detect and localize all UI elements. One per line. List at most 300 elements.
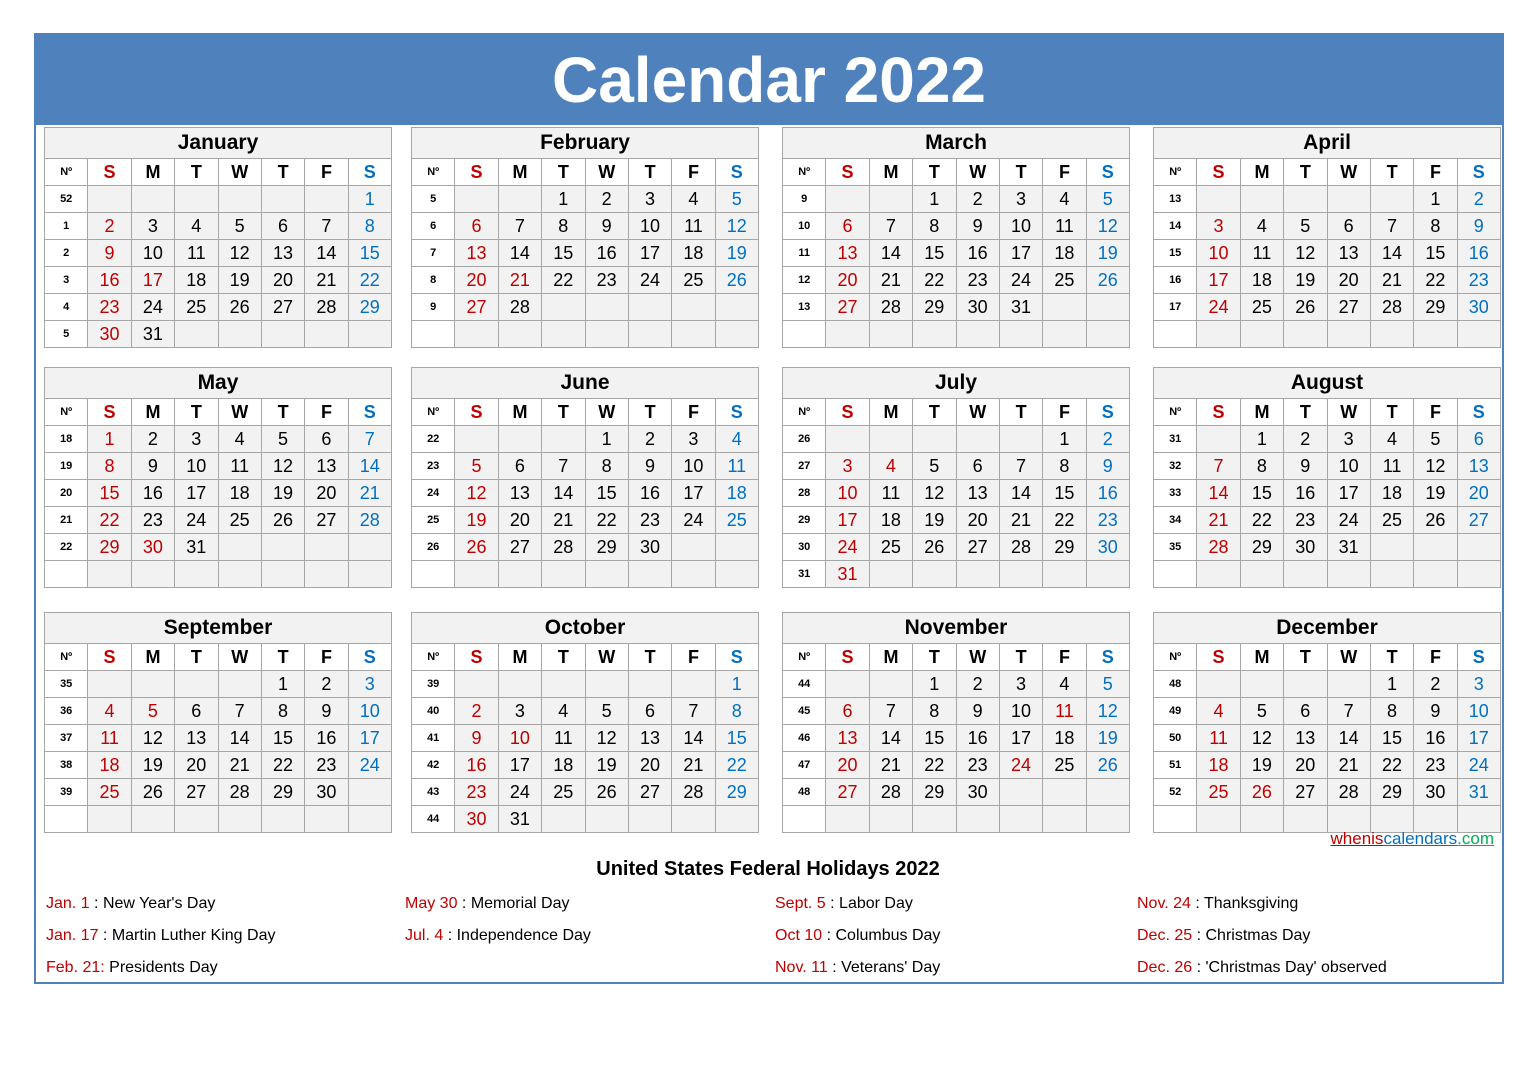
day-cell bbox=[348, 534, 391, 561]
week-row bbox=[1154, 267, 1501, 294]
weekday-header: M bbox=[869, 159, 912, 186]
weekday-header: T bbox=[1284, 399, 1327, 426]
brand-link[interactable] bbox=[1331, 829, 1494, 849]
day-cell bbox=[1197, 671, 1240, 698]
weekday-header: W bbox=[956, 159, 999, 186]
holiday-separator: : bbox=[1190, 895, 1204, 912]
week-number: 44 bbox=[783, 671, 826, 698]
weekday-header: F bbox=[672, 644, 715, 671]
day-cell bbox=[628, 294, 671, 321]
week-row bbox=[783, 534, 1130, 561]
holiday-item bbox=[1137, 959, 1387, 977]
day-cell: 23 bbox=[455, 779, 498, 806]
day-cell: 12 bbox=[913, 480, 956, 507]
day-cell: 23 bbox=[628, 507, 671, 534]
calendar-header bbox=[36, 35, 1502, 125]
day-cell: 11 bbox=[715, 453, 758, 480]
week-number: 28 bbox=[783, 480, 826, 507]
day-cell: 26 bbox=[218, 294, 261, 321]
day-cell: 17 bbox=[1457, 725, 1500, 752]
week-number: 23 bbox=[412, 453, 455, 480]
week-row bbox=[412, 426, 759, 453]
week-number: 30 bbox=[783, 534, 826, 561]
day-cell bbox=[305, 534, 348, 561]
holiday-name: 'Christmas Day' observed bbox=[1205, 959, 1387, 976]
day-cell bbox=[348, 806, 391, 833]
day-cell: 24 bbox=[1457, 752, 1500, 779]
week-row bbox=[1154, 240, 1501, 267]
day-cell: 8 bbox=[715, 698, 758, 725]
day-cell: 25 bbox=[1240, 294, 1283, 321]
week-number: 39 bbox=[412, 671, 455, 698]
day-cell bbox=[1327, 671, 1370, 698]
day-cell bbox=[585, 561, 628, 588]
week-row bbox=[412, 534, 759, 561]
day-cell: 30 bbox=[88, 321, 131, 348]
holiday-name: Memorial Day bbox=[470, 895, 570, 912]
day-cell: 8 bbox=[348, 213, 391, 240]
week-number-header: Nº bbox=[45, 644, 88, 671]
day-cell: 21 bbox=[1327, 752, 1370, 779]
day-cell: 17 bbox=[999, 240, 1042, 267]
holiday-date: Dec. 25 bbox=[1137, 927, 1193, 944]
weekday-header: W bbox=[585, 159, 628, 186]
month-name-row bbox=[45, 368, 392, 399]
day-cell: 11 bbox=[88, 725, 131, 752]
day-cell: 10 bbox=[348, 698, 391, 725]
day-cell: 19 bbox=[455, 507, 498, 534]
day-cell: 26 bbox=[131, 779, 174, 806]
day-cell: 19 bbox=[218, 267, 261, 294]
week-number bbox=[783, 321, 826, 348]
day-cell: 15 bbox=[542, 240, 585, 267]
day-cell: 25 bbox=[869, 534, 912, 561]
week-number: 29 bbox=[783, 507, 826, 534]
day-cell: 15 bbox=[1414, 240, 1457, 267]
day-cell: 14 bbox=[305, 240, 348, 267]
week-row bbox=[412, 240, 759, 267]
day-cell: 5 bbox=[1086, 186, 1129, 213]
weekday-header: W bbox=[956, 399, 999, 426]
day-cell: 30 bbox=[1284, 534, 1327, 561]
day-cell: 2 bbox=[131, 426, 174, 453]
day-cell: 1 bbox=[913, 671, 956, 698]
week-number: 14 bbox=[1154, 213, 1197, 240]
weekday-header: M bbox=[498, 159, 541, 186]
weekday-header: T bbox=[261, 644, 304, 671]
day-cell bbox=[672, 294, 715, 321]
day-cell bbox=[455, 186, 498, 213]
week-row bbox=[412, 725, 759, 752]
weekday-header: T bbox=[1370, 159, 1413, 186]
week-number: 46 bbox=[783, 725, 826, 752]
day-cell: 21 bbox=[542, 507, 585, 534]
day-cell bbox=[455, 561, 498, 588]
weekday-header-row bbox=[45, 644, 392, 671]
day-cell: 16 bbox=[956, 725, 999, 752]
weekday-header: M bbox=[869, 399, 912, 426]
week-number: 35 bbox=[1154, 534, 1197, 561]
day-cell: 2 bbox=[1284, 426, 1327, 453]
week-number: 43 bbox=[412, 779, 455, 806]
month-january bbox=[44, 127, 392, 343]
month-name-row bbox=[783, 128, 1130, 159]
weekday-header: T bbox=[628, 399, 671, 426]
day-cell: 18 bbox=[1197, 752, 1240, 779]
day-cell: 8 bbox=[1240, 453, 1283, 480]
day-cell: 28 bbox=[1327, 779, 1370, 806]
day-cell: 1 bbox=[542, 186, 585, 213]
day-cell: 17 bbox=[1197, 267, 1240, 294]
day-cell: 15 bbox=[261, 725, 304, 752]
day-cell bbox=[1414, 561, 1457, 588]
day-cell bbox=[542, 321, 585, 348]
day-cell: 10 bbox=[672, 453, 715, 480]
day-cell bbox=[1086, 779, 1129, 806]
day-cell bbox=[999, 426, 1042, 453]
day-cell: 28 bbox=[305, 294, 348, 321]
holiday-item bbox=[46, 927, 275, 945]
day-cell: 14 bbox=[672, 725, 715, 752]
week-number: 5 bbox=[412, 186, 455, 213]
week-number: 9 bbox=[783, 186, 826, 213]
day-cell: 8 bbox=[1414, 213, 1457, 240]
day-cell: 20 bbox=[1284, 752, 1327, 779]
day-cell: 9 bbox=[1457, 213, 1500, 240]
day-cell: 11 bbox=[218, 453, 261, 480]
day-cell: 17 bbox=[131, 267, 174, 294]
day-cell bbox=[1240, 671, 1283, 698]
day-cell: 5 bbox=[455, 453, 498, 480]
day-cell: 20 bbox=[175, 752, 218, 779]
day-cell: 13 bbox=[305, 453, 348, 480]
day-cell bbox=[261, 186, 304, 213]
brand-part-3[interactable]: .com bbox=[1457, 829, 1494, 848]
week-row bbox=[412, 480, 759, 507]
weekday-header: T bbox=[175, 644, 218, 671]
month-name-row bbox=[1154, 128, 1501, 159]
day-cell: 6 bbox=[175, 698, 218, 725]
day-cell: 25 bbox=[218, 507, 261, 534]
day-cell bbox=[1327, 321, 1370, 348]
month-name-row bbox=[783, 368, 1130, 399]
weekday-header: T bbox=[1284, 159, 1327, 186]
week-row bbox=[45, 561, 392, 588]
week-number-header: Nº bbox=[45, 159, 88, 186]
week-number: 22 bbox=[45, 534, 88, 561]
week-number: 34 bbox=[1154, 507, 1197, 534]
day-cell: 6 bbox=[261, 213, 304, 240]
day-cell: 24 bbox=[999, 752, 1042, 779]
day-cell: 27 bbox=[628, 779, 671, 806]
week-row bbox=[412, 213, 759, 240]
day-cell: 18 bbox=[1043, 240, 1086, 267]
day-cell bbox=[999, 806, 1042, 833]
month-name-row bbox=[1154, 368, 1501, 399]
day-cell: 17 bbox=[498, 752, 541, 779]
day-cell: 7 bbox=[498, 213, 541, 240]
day-cell bbox=[1043, 321, 1086, 348]
week-row bbox=[1154, 534, 1501, 561]
day-cell: 14 bbox=[498, 240, 541, 267]
week-row bbox=[783, 752, 1130, 779]
day-cell: 7 bbox=[218, 698, 261, 725]
day-cell: 29 bbox=[913, 294, 956, 321]
day-cell: 15 bbox=[585, 480, 628, 507]
weekday-header-row bbox=[783, 159, 1130, 186]
holiday-date: Jan. 17 bbox=[46, 927, 99, 944]
weekday-header: T bbox=[542, 159, 585, 186]
weekday-header: S bbox=[1197, 644, 1240, 671]
day-cell: 3 bbox=[1327, 426, 1370, 453]
day-cell bbox=[175, 671, 218, 698]
week-number: 4 bbox=[45, 294, 88, 321]
day-cell bbox=[672, 806, 715, 833]
weekday-header-row bbox=[412, 399, 759, 426]
day-cell: 16 bbox=[305, 725, 348, 752]
day-cell: 14 bbox=[218, 725, 261, 752]
day-cell: 9 bbox=[956, 698, 999, 725]
day-cell bbox=[913, 426, 956, 453]
weekday-header: T bbox=[175, 159, 218, 186]
day-cell bbox=[1086, 321, 1129, 348]
holiday-separator: : bbox=[98, 927, 112, 944]
day-cell bbox=[1043, 561, 1086, 588]
week-row bbox=[1154, 321, 1501, 348]
day-cell bbox=[542, 671, 585, 698]
weekday-header: W bbox=[956, 644, 999, 671]
holiday-date: May 30 bbox=[405, 895, 458, 912]
day-cell: 27 bbox=[1284, 779, 1327, 806]
day-cell: 17 bbox=[628, 240, 671, 267]
week-number: 7 bbox=[412, 240, 455, 267]
weekday-header: S bbox=[88, 159, 131, 186]
weekday-header-row bbox=[412, 159, 759, 186]
day-cell: 28 bbox=[1370, 294, 1413, 321]
week-row bbox=[783, 426, 1130, 453]
day-cell: 8 bbox=[1043, 453, 1086, 480]
week-number: 45 bbox=[783, 698, 826, 725]
day-cell bbox=[1197, 561, 1240, 588]
day-cell: 22 bbox=[913, 752, 956, 779]
day-cell: 14 bbox=[348, 453, 391, 480]
day-cell bbox=[218, 806, 261, 833]
month-name: June bbox=[412, 368, 759, 399]
day-cell: 2 bbox=[1457, 186, 1500, 213]
day-cell bbox=[542, 561, 585, 588]
day-cell: 4 bbox=[1370, 426, 1413, 453]
week-number bbox=[412, 321, 455, 348]
week-number: 37 bbox=[45, 725, 88, 752]
day-cell: 13 bbox=[826, 725, 869, 752]
day-cell bbox=[999, 779, 1042, 806]
day-cell bbox=[1197, 186, 1240, 213]
day-cell: 20 bbox=[826, 267, 869, 294]
week-row bbox=[783, 186, 1130, 213]
day-cell: 16 bbox=[956, 240, 999, 267]
day-cell bbox=[869, 671, 912, 698]
week-number: 21 bbox=[45, 507, 88, 534]
weekday-header: S bbox=[826, 159, 869, 186]
day-cell: 27 bbox=[498, 534, 541, 561]
weekday-header: T bbox=[1370, 399, 1413, 426]
weekday-header: S bbox=[348, 159, 391, 186]
day-cell: 3 bbox=[826, 453, 869, 480]
day-cell: 6 bbox=[498, 453, 541, 480]
day-cell: 16 bbox=[88, 267, 131, 294]
month-name: December bbox=[1154, 613, 1501, 644]
weekday-header: M bbox=[131, 399, 174, 426]
week-number: 36 bbox=[45, 698, 88, 725]
week-row bbox=[783, 806, 1130, 833]
day-cell bbox=[869, 186, 912, 213]
day-cell bbox=[261, 321, 304, 348]
day-cell: 29 bbox=[913, 779, 956, 806]
day-cell: 17 bbox=[826, 507, 869, 534]
day-cell: 29 bbox=[1370, 779, 1413, 806]
weekday-header: S bbox=[455, 399, 498, 426]
day-cell: 8 bbox=[913, 213, 956, 240]
day-cell bbox=[715, 534, 758, 561]
holiday-item bbox=[405, 895, 570, 913]
day-cell: 25 bbox=[1370, 507, 1413, 534]
holiday-date: Nov. 24 bbox=[1137, 895, 1191, 912]
weekday-header: S bbox=[455, 644, 498, 671]
day-cell: 6 bbox=[305, 426, 348, 453]
week-number bbox=[1154, 806, 1197, 833]
day-cell: 3 bbox=[1457, 671, 1500, 698]
week-row bbox=[45, 240, 392, 267]
brand-part-2[interactable]: calendars bbox=[1383, 829, 1458, 848]
holidays-title: United States Federal Holidays 2022 bbox=[596, 858, 940, 880]
weekday-header: T bbox=[261, 399, 304, 426]
week-number: 39 bbox=[45, 779, 88, 806]
day-cell: 3 bbox=[498, 698, 541, 725]
day-cell: 23 bbox=[956, 752, 999, 779]
week-row bbox=[783, 213, 1130, 240]
weekday-header: F bbox=[305, 399, 348, 426]
day-cell bbox=[261, 534, 304, 561]
week-number: 33 bbox=[1154, 480, 1197, 507]
weekday-header-row bbox=[1154, 644, 1501, 671]
week-row bbox=[45, 267, 392, 294]
brand-part-1[interactable]: whenis bbox=[1330, 829, 1384, 848]
month-table bbox=[1153, 127, 1501, 348]
week-row bbox=[45, 321, 392, 348]
week-number: 20 bbox=[45, 480, 88, 507]
day-cell bbox=[542, 806, 585, 833]
day-cell: 4 bbox=[1240, 213, 1283, 240]
day-cell bbox=[1414, 321, 1457, 348]
day-cell: 26 bbox=[1086, 267, 1129, 294]
day-cell: 24 bbox=[1197, 294, 1240, 321]
day-cell: 7 bbox=[542, 453, 585, 480]
day-cell: 21 bbox=[218, 752, 261, 779]
day-cell: 23 bbox=[1457, 267, 1500, 294]
holiday-item bbox=[405, 927, 591, 945]
week-number-header: Nº bbox=[783, 644, 826, 671]
month-name: February bbox=[412, 128, 759, 159]
month-name: August bbox=[1154, 368, 1501, 399]
day-cell: 22 bbox=[88, 507, 131, 534]
day-cell: 22 bbox=[1240, 507, 1283, 534]
week-number: 12 bbox=[783, 267, 826, 294]
day-cell: 3 bbox=[131, 213, 174, 240]
weekday-header: T bbox=[1370, 644, 1413, 671]
week-row bbox=[45, 806, 392, 833]
weekday-header: W bbox=[585, 644, 628, 671]
day-cell: 13 bbox=[1457, 453, 1500, 480]
day-cell: 26 bbox=[1240, 779, 1283, 806]
day-cell: 31 bbox=[498, 806, 541, 833]
day-cell: 24 bbox=[348, 752, 391, 779]
month-table bbox=[411, 127, 759, 348]
day-cell: 5 bbox=[1086, 671, 1129, 698]
weekday-header: T bbox=[542, 399, 585, 426]
day-cell: 26 bbox=[455, 534, 498, 561]
week-row bbox=[45, 698, 392, 725]
day-cell: 28 bbox=[1197, 534, 1240, 561]
day-cell bbox=[826, 806, 869, 833]
weekday-header: T bbox=[999, 159, 1042, 186]
day-cell bbox=[348, 779, 391, 806]
weekday-header: S bbox=[348, 644, 391, 671]
day-cell: 22 bbox=[1370, 752, 1413, 779]
day-cell: 16 bbox=[1086, 480, 1129, 507]
weekday-header: T bbox=[261, 159, 304, 186]
day-cell: 31 bbox=[131, 321, 174, 348]
week-row bbox=[1154, 507, 1501, 534]
month-name-row bbox=[783, 613, 1130, 644]
month-name: April bbox=[1154, 128, 1501, 159]
day-cell: 21 bbox=[305, 267, 348, 294]
weekday-header: T bbox=[913, 644, 956, 671]
weekday-header-row bbox=[783, 399, 1130, 426]
day-cell: 5 bbox=[131, 698, 174, 725]
day-cell: 8 bbox=[261, 698, 304, 725]
day-cell: 15 bbox=[1043, 480, 1086, 507]
weekday-header: S bbox=[1086, 399, 1129, 426]
day-cell: 14 bbox=[869, 240, 912, 267]
day-cell bbox=[826, 426, 869, 453]
month-name-row bbox=[412, 613, 759, 644]
day-cell: 9 bbox=[1284, 453, 1327, 480]
week-row bbox=[1154, 480, 1501, 507]
day-cell: 30 bbox=[1414, 779, 1457, 806]
day-cell: 22 bbox=[1414, 267, 1457, 294]
weekday-header: S bbox=[348, 399, 391, 426]
day-cell: 16 bbox=[1457, 240, 1500, 267]
day-cell bbox=[956, 806, 999, 833]
day-cell: 22 bbox=[585, 507, 628, 534]
day-cell: 29 bbox=[1043, 534, 1086, 561]
week-number-header: Nº bbox=[783, 399, 826, 426]
month-august bbox=[1153, 367, 1501, 583]
day-cell bbox=[999, 321, 1042, 348]
week-number: 26 bbox=[783, 426, 826, 453]
day-cell: 10 bbox=[1457, 698, 1500, 725]
day-cell: 13 bbox=[261, 240, 304, 267]
day-cell: 2 bbox=[585, 186, 628, 213]
week-number-header: Nº bbox=[783, 159, 826, 186]
day-cell: 13 bbox=[628, 725, 671, 752]
day-cell bbox=[1457, 321, 1500, 348]
day-cell bbox=[1370, 321, 1413, 348]
week-row bbox=[783, 779, 1130, 806]
day-cell: 22 bbox=[1043, 507, 1086, 534]
holiday-item bbox=[775, 895, 913, 913]
month-name-row bbox=[412, 368, 759, 399]
